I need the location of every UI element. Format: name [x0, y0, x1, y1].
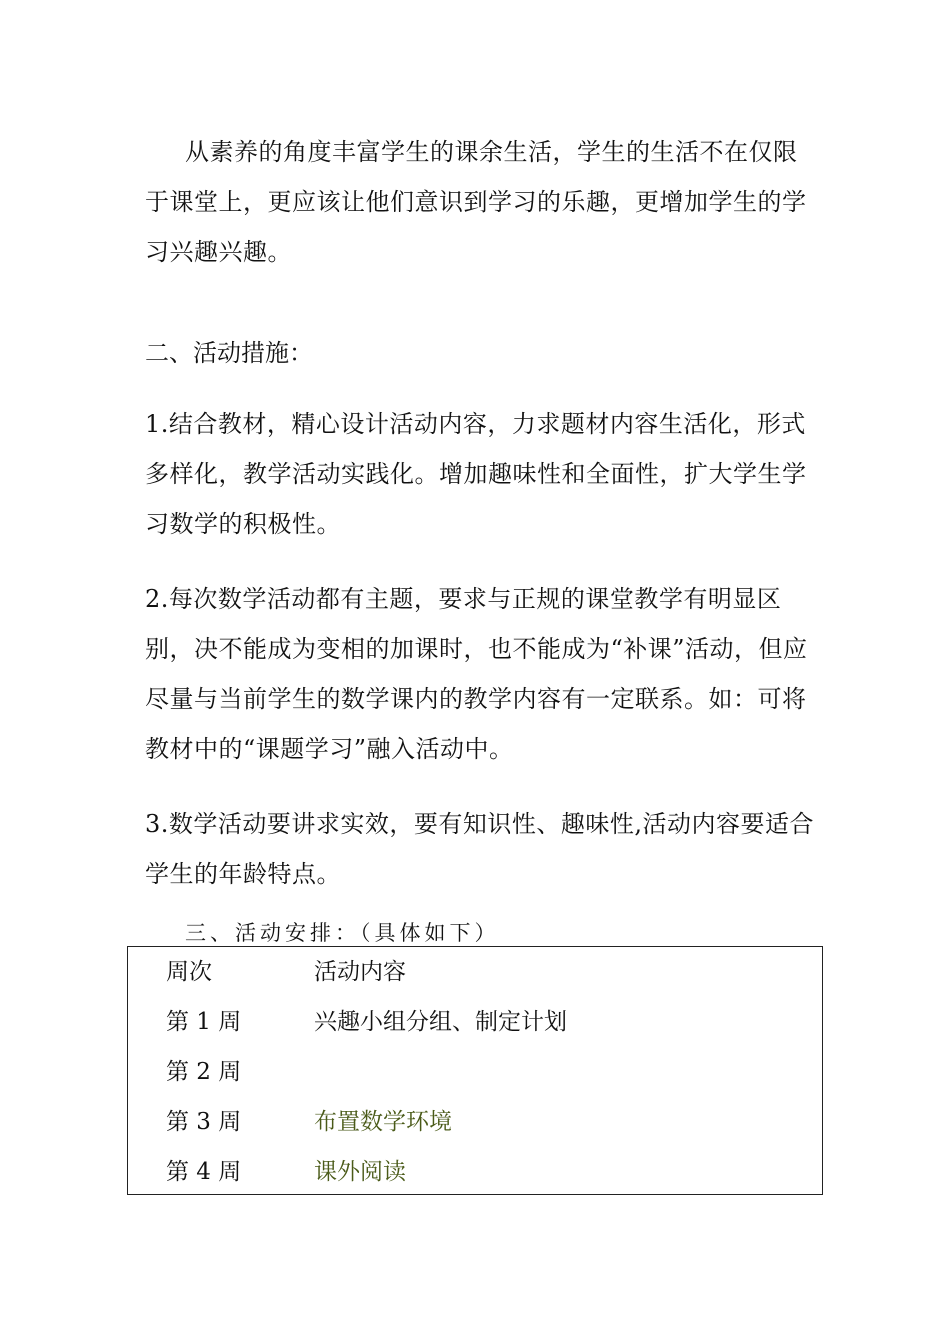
row-week: 第 4 周 [166, 1159, 242, 1185]
row-week: 第 1 周 [166, 1009, 242, 1035]
table-row [128, 1047, 822, 1097]
row-content: 课外阅读 [314, 1159, 406, 1185]
table-row [128, 1097, 822, 1147]
header-content: 活动内容 [314, 959, 406, 985]
measure-item-2: 2.每次数学活动都有主题，要求与正规的课堂教学有明显区别，决不能成为变相的加课时，也不能成为“补课”活动，但应尽量与当前学生的数学课内的教学内容有一定联系。如：可将教材中的“课题学习”融入活动中。 [145, 585, 808, 763]
row-week: 第 3 周 [166, 1109, 242, 1135]
header-week: 周次 [166, 959, 212, 985]
row-content: 兴趣小组分组、制定计划 [314, 1009, 567, 1035]
measure-item-1: 1.结合教材，精心设计活动内容，力求题材内容生活化，形式多样化，教学活动实践化。增加趣味性和全面性，扩大学生学习数学的积极性。 [145, 410, 807, 538]
table-row [128, 1147, 822, 1197]
measure-item-3: 3.数学活动要讲求实效，要有知识性、趣味性,活动内容要适合学生的年龄特点。 [145, 810, 815, 888]
measures-heading: 二、活动措施： [145, 339, 313, 367]
table-row [128, 997, 822, 1047]
schedule-heading: 三、活动安排：（具体如下） [185, 921, 500, 945]
row-content: 布置数学环境 [314, 1109, 452, 1135]
intro-paragraph: 从素养的角度丰富学生的课余生活，学生的生活不在仅限于课堂上，更应该让他们意识到学习的乐趣，更增加学生的学习兴趣兴趣。 [145, 138, 807, 266]
schedule-table [127, 946, 823, 1195]
table-header-row [128, 947, 822, 997]
row-week: 第 2 周 [166, 1059, 242, 1085]
